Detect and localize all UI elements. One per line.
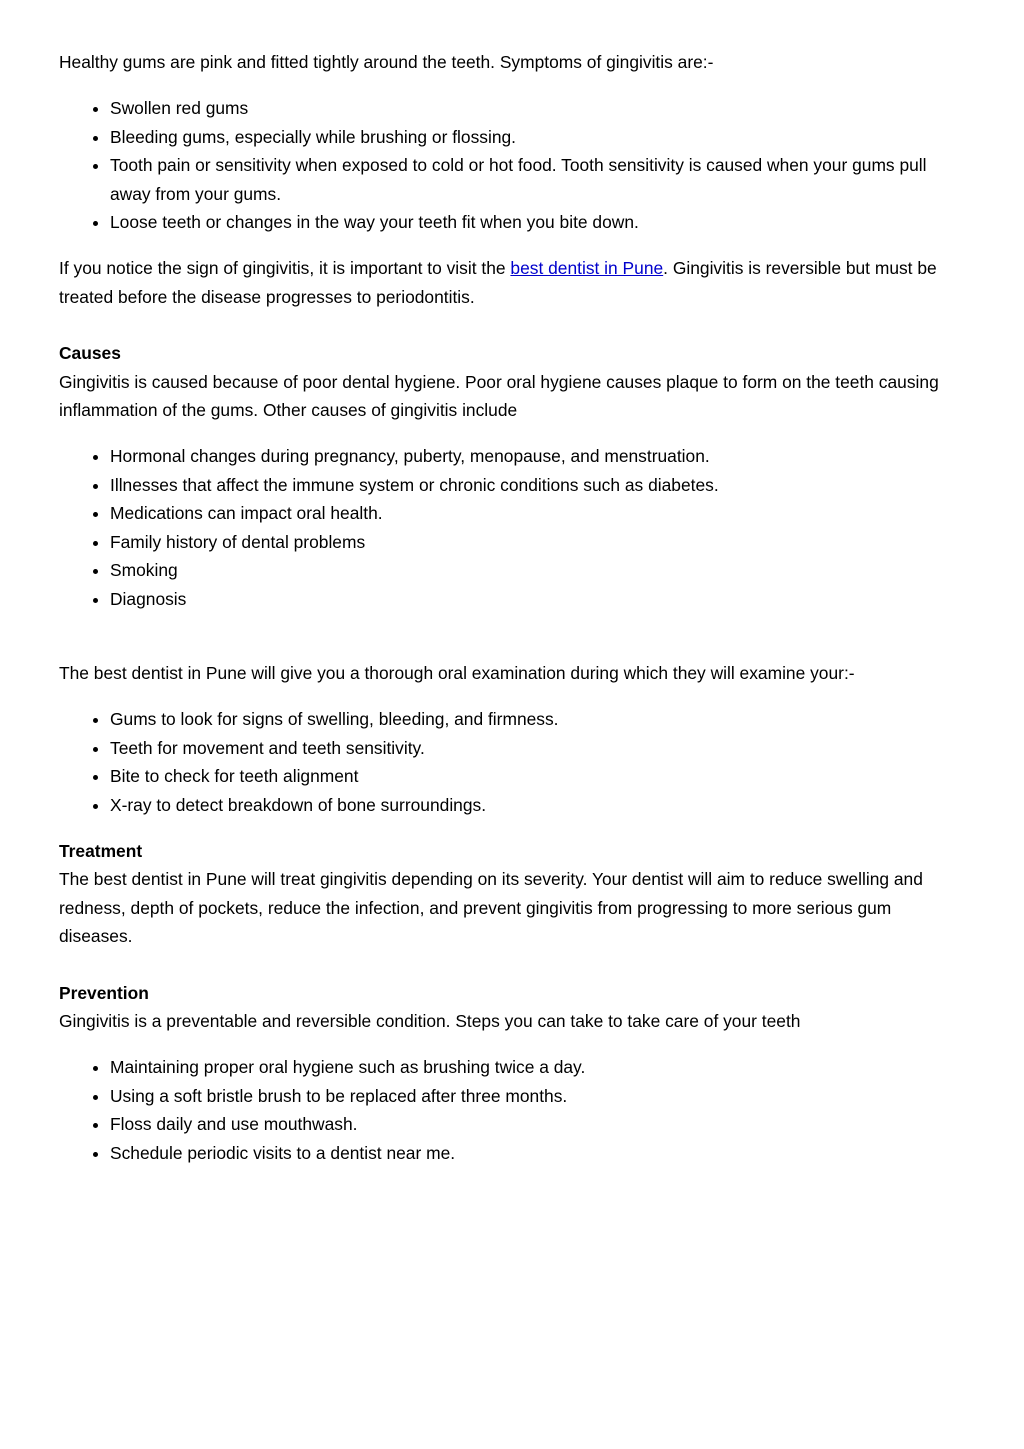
list-item: • Smoking bbox=[110, 556, 966, 584]
causes-paragraph: Gingivitis is caused because of poor dental hygiene. Poor oral hygiene causes plaque to form on the teeth causing inflammation of the gums. Other causes of gingivitis include bbox=[59, 371, 939, 421]
list-item: • Loose teeth or changes in the way your teeth fit when you bite down. bbox=[110, 208, 966, 236]
list-item: • Using a soft bristle brush to be replaced after three months. bbox=[110, 1082, 966, 1110]
examination-paragraph: The best dentist in Pune will give you a thorough oral examination during which they will examine your:- bbox=[59, 662, 855, 683]
list-item: • Bleeding gums, especially while brushing or flossing. bbox=[110, 123, 966, 151]
prevention-heading: Prevention bbox=[59, 982, 149, 1003]
best-dentist-link[interactable]: best dentist in Pune bbox=[510, 258, 664, 279]
symptoms-list bbox=[59, 94, 966, 236]
treatment-heading: Treatment bbox=[59, 840, 143, 861]
section-spacer bbox=[59, 631, 966, 659]
list-item: • Hormonal changes during pregnancy, puberty, menopause, and menstruation. bbox=[110, 442, 966, 470]
causes-list bbox=[59, 442, 966, 612]
prevention-paragraph: Gingivitis is a preventable and reversible condition. Steps you can take to take care of your teeth bbox=[59, 1010, 801, 1031]
list-item: • Schedule periodic visits to a dentist near me. bbox=[110, 1139, 966, 1167]
list-item: • Swollen red gums bbox=[110, 94, 966, 122]
notice-text-after: . Gingivitis is reversible but must be treated before the disease progresses to periodontitis. bbox=[59, 258, 937, 307]
notice-text-before: If you notice the sign of gingivitis, it is important to visit the bbox=[59, 258, 511, 279]
list-item: • Bite to check for teeth alignment bbox=[110, 762, 966, 790]
section-spacer bbox=[59, 951, 966, 979]
list-item: • Illnesses that affect the immune system or chronic conditions such as diabetes. bbox=[110, 471, 966, 499]
list-item: • Gums to look for signs of swelling, bleeding, and firmness. bbox=[110, 705, 966, 733]
intro-paragraph: Healthy gums are pink and fitted tightly around the teeth. Symptoms of gingivitis are:- bbox=[59, 52, 714, 72]
section-spacer bbox=[59, 311, 966, 339]
list-item: • Family history of dental problems bbox=[110, 528, 966, 556]
list-item: • Tooth pain or sensitivity when exposed to cold or hot food. Tooth sensitivity is caused when your gums pull away from your gums. bbox=[110, 151, 966, 208]
list-item: • Teeth for movement and teeth sensitivity. bbox=[110, 734, 966, 762]
causes-heading: Causes bbox=[59, 343, 121, 364]
notice-paragraph bbox=[59, 254, 966, 311]
list-item: • Maintaining proper oral hygiene such as brushing twice a day. bbox=[110, 1053, 966, 1081]
list-item: • X-ray to detect breakdown of bone surroundings. bbox=[110, 791, 966, 819]
prevention-list bbox=[59, 1053, 966, 1167]
list-item: • Floss daily and use mouthwash. bbox=[110, 1110, 966, 1138]
list-item: • Medications can impact oral health. bbox=[110, 499, 966, 527]
list-item: • Diagnosis bbox=[110, 585, 966, 613]
treatment-paragraph: The best dentist in Pune will treat gingivitis depending on its severity. Your dentist will aim to reduce swelling and redness, depth of pockets, reduce the infection, and prevent gingivitis from progressing to more serious gum diseases. bbox=[59, 869, 923, 947]
examination-list bbox=[59, 705, 966, 819]
